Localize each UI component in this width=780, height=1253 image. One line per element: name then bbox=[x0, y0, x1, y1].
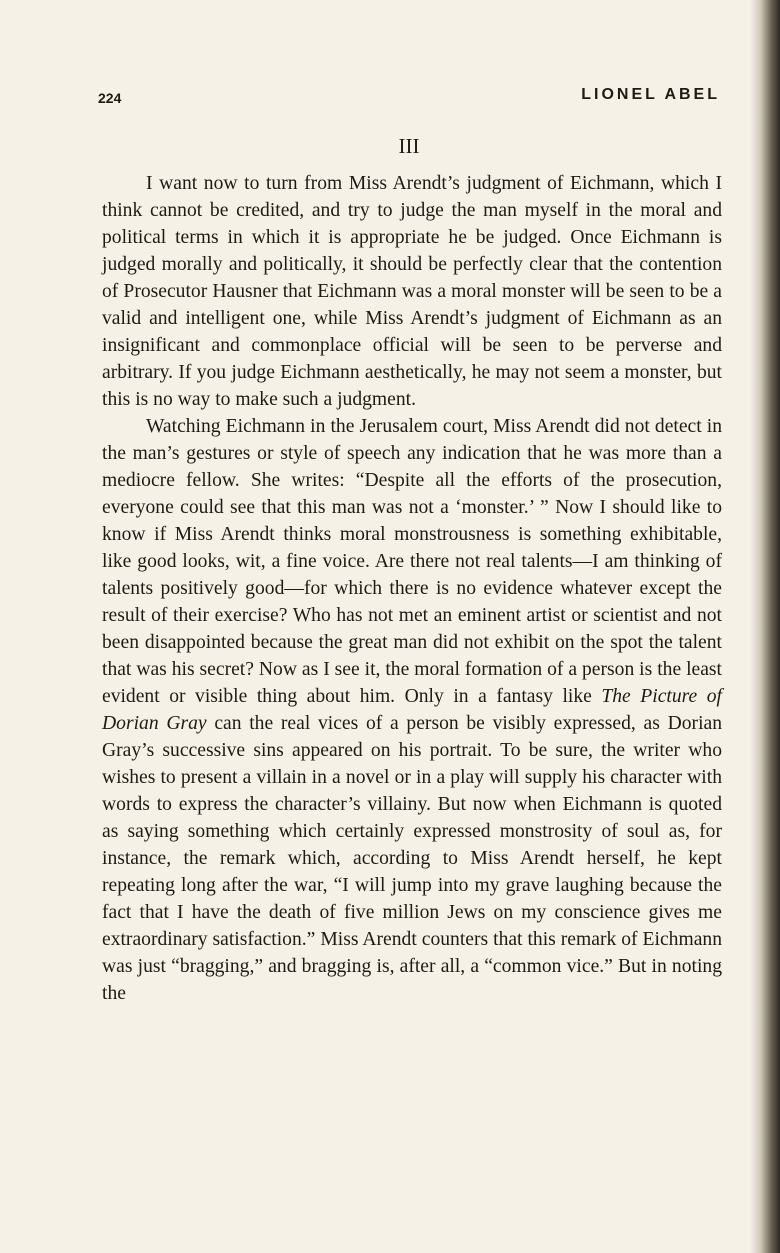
running-head bbox=[98, 84, 720, 110]
paragraph-2 bbox=[102, 413, 722, 1007]
paragraph-2-text-before: Watching Eichmann in the Jerusalem court, Miss Arendt did not detect in the man’s gestures or style of speech any indication that he was more than a mediocre fellow. She writes: “Despite all the efforts of the prosecution, everyone could see that this man was not a ‘monster.’ ” Now I should like to know if Miss Arendt thinks moral monstrousness is something exhibitable, like good looks, wit, a fine voice. Are there not real talents—I am thinking of talents positively good—for which there is no evidence whatever except the result of their exercise? Who has not met an eminent artist or scientist and not been disappointed because the great man did not exhibit on the spot the talent that was his secret? Now as I see it, the moral formation of a person is the least evident or visible thing about him. Only in a fantasy like bbox=[102, 416, 722, 707]
book-spine-shadow bbox=[750, 0, 780, 1253]
body-text bbox=[102, 170, 722, 1007]
section-heading: III bbox=[398, 134, 420, 158]
page-number: 224 bbox=[98, 90, 122, 106]
running-head-author: LIONEL ABEL bbox=[581, 86, 720, 103]
book-title: The Picture of Dorian Gray bbox=[102, 686, 722, 734]
paragraph-2-text-after: can the real vices of a person be visibly expressed, as Dorian Gray’s successive sins appeared on his portrait. To be sure, the writer who wishes to present a villain in a novel or in a play will supply his character with words to express the character’s villainy. But now when Eichmann is quoted as saying something which certainly expressed monstrosity of soul as, for instance, the remark which, according to Miss Arendt herself, he kept repeating long after the war, “I will jump into my grave laughing because the fact that I have the death of five million Jews on my conscience gives me extraordinary satisfaction.” Miss Arendt counters that this remark of Eichmann was just “bragging,” and bragging is, after all, a “common vice.” But in noting the bbox=[102, 713, 722, 1004]
paragraph-1: I want now to turn from Miss Arendt’s judgment of Eichmann, which I think cannot be credited, and try to judge the man myself in the moral and political terms in which it is appropriate he be judged. Once Eichmann is judged morally and politically, it should be perfectly clear that the contention of Prosecutor Hausner that Eichmann was a moral monster will be seen to be a valid and intelligent one, while Miss Arendt’s judgment of Eichmann as an insignificant and commonplace official will be seen to be perverse and arbitrary. If you judge Eichmann aesthetically, he may not seem a monster, but this is no way to make such a judgment. bbox=[102, 173, 722, 410]
